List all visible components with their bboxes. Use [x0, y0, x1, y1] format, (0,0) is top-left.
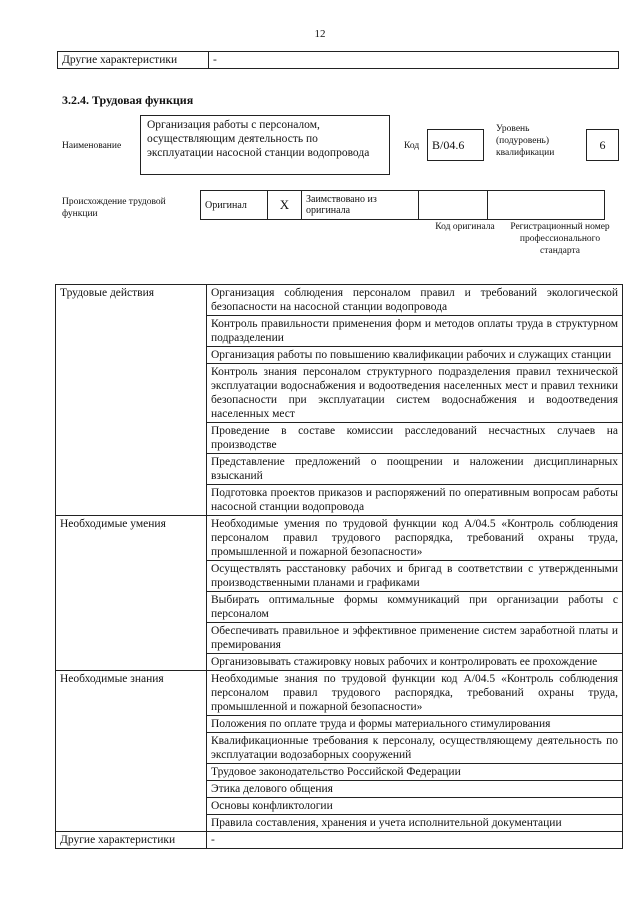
- other-characteristics-table: [57, 51, 619, 69]
- section-item: Положения по оплате труда и формы материального стимулирования: [207, 716, 623, 733]
- section-label: Необходимые знания: [56, 671, 207, 832]
- section-item: -: [207, 832, 623, 849]
- table-row: [56, 832, 623, 849]
- section-item: Необходимые умения по трудовой функции код А/04.5 «Контроль соблюдения персоналом правил трудового распорядка, требований охраны труда, промышленной и пожарной безопасности»: [207, 516, 623, 561]
- section-item: Основы конфликтологии: [207, 798, 623, 815]
- section-label: Трудовые действия: [56, 285, 207, 516]
- origin-table: [200, 190, 605, 220]
- section-item: Контроль правильности применения форм и методов оплаты труда в структурном подразделении: [207, 316, 623, 347]
- other-characteristics-value: -: [209, 52, 619, 69]
- reg-number-label: Регистрационный номер профессионального стандарта: [510, 222, 610, 256]
- section-item: Осуществлять расстановку рабочих и бригад в соответствии с утвержденными производственными планами и графиками: [207, 561, 623, 592]
- reg-number-cell: [488, 191, 605, 220]
- section-label: Необходимые умения: [56, 516, 207, 671]
- section-item: Необходимые знания по трудовой функции код А/04.5 «Контроль соблюдения персоналом правил трудового распорядка, требований охраны труда, промышленной и пожарной безопасности»: [207, 671, 623, 716]
- section-item: Организация соблюдения персоналом правил и требований экологической безопасности на насосной станции водопровода: [207, 285, 623, 316]
- original-mark: X: [268, 191, 302, 220]
- section-item: Проведение в составе комиссии расследований несчастных случаев на производстве: [207, 423, 623, 454]
- section-item: Представление предложений о поощрении и наложении дисциплинарных взысканий: [207, 454, 623, 485]
- section-item: Подготовка проектов приказов и распоряжений по оперативным вопросам работы насосной станции водопровода: [207, 485, 623, 516]
- borrowed-label: Заимствовано из оригинала: [302, 191, 419, 220]
- section-item: Контроль знания персоналом структурного подразделения правил технической эксплуатации водоснабжения и водоотведения населенных мест и правил техники безопасности при эксплуатации систем водоснабжения и водоотведения населенных мест: [207, 364, 623, 423]
- code-value: B/04.6: [427, 129, 484, 161]
- table-row: [56, 285, 623, 316]
- section-item: Правила составления, хранения и учета исполнительной документации: [207, 815, 623, 832]
- level-value: 6: [586, 129, 619, 161]
- section-title: 3.2.4. Трудовая функция: [62, 93, 194, 107]
- other-characteristics-label: Другие характеристики: [58, 52, 209, 69]
- section-item: Организация работы по повышению квалификации рабочих и служащих станции: [207, 347, 623, 364]
- table-row: [56, 671, 623, 716]
- section-item: Организовывать стажировку новых рабочих и контролировать ее прохождение: [207, 654, 623, 671]
- page-number: 12: [314, 28, 326, 40]
- section-item: Этика делового общения: [207, 781, 623, 798]
- orig-code-cell: [419, 191, 488, 220]
- section-item: Квалификационные требования к персоналу, осуществляющему деятельность по эксплуатации водозаборных сооружений: [207, 733, 623, 764]
- section-item: Трудовое законодательство Российской Федерации: [207, 764, 623, 781]
- table-row: [56, 516, 623, 561]
- level-label: Уровень (подуровень) квалификации: [496, 124, 555, 158]
- orig-code-label: Код оригинала: [435, 222, 495, 232]
- section-item: Выбирать оптимальные формы коммуникаций при организации работы с персоналом: [207, 592, 623, 623]
- section-item: Обеспечивать правильное и эффективное применение систем заработной платы и премирования: [207, 623, 623, 654]
- labor-function-table: [55, 284, 623, 849]
- origin-label: Происхождение трудовой функции: [62, 197, 166, 219]
- code-label: Код: [404, 141, 420, 151]
- original-label: Оригинал: [201, 191, 268, 220]
- function-name-box: Организация работы с персоналом, осуществляющим деятельность по эксплуатации насосной станции водопровода: [140, 115, 390, 175]
- section-label: Другие характеристики: [56, 832, 207, 849]
- name-label: Наименование: [62, 141, 122, 151]
